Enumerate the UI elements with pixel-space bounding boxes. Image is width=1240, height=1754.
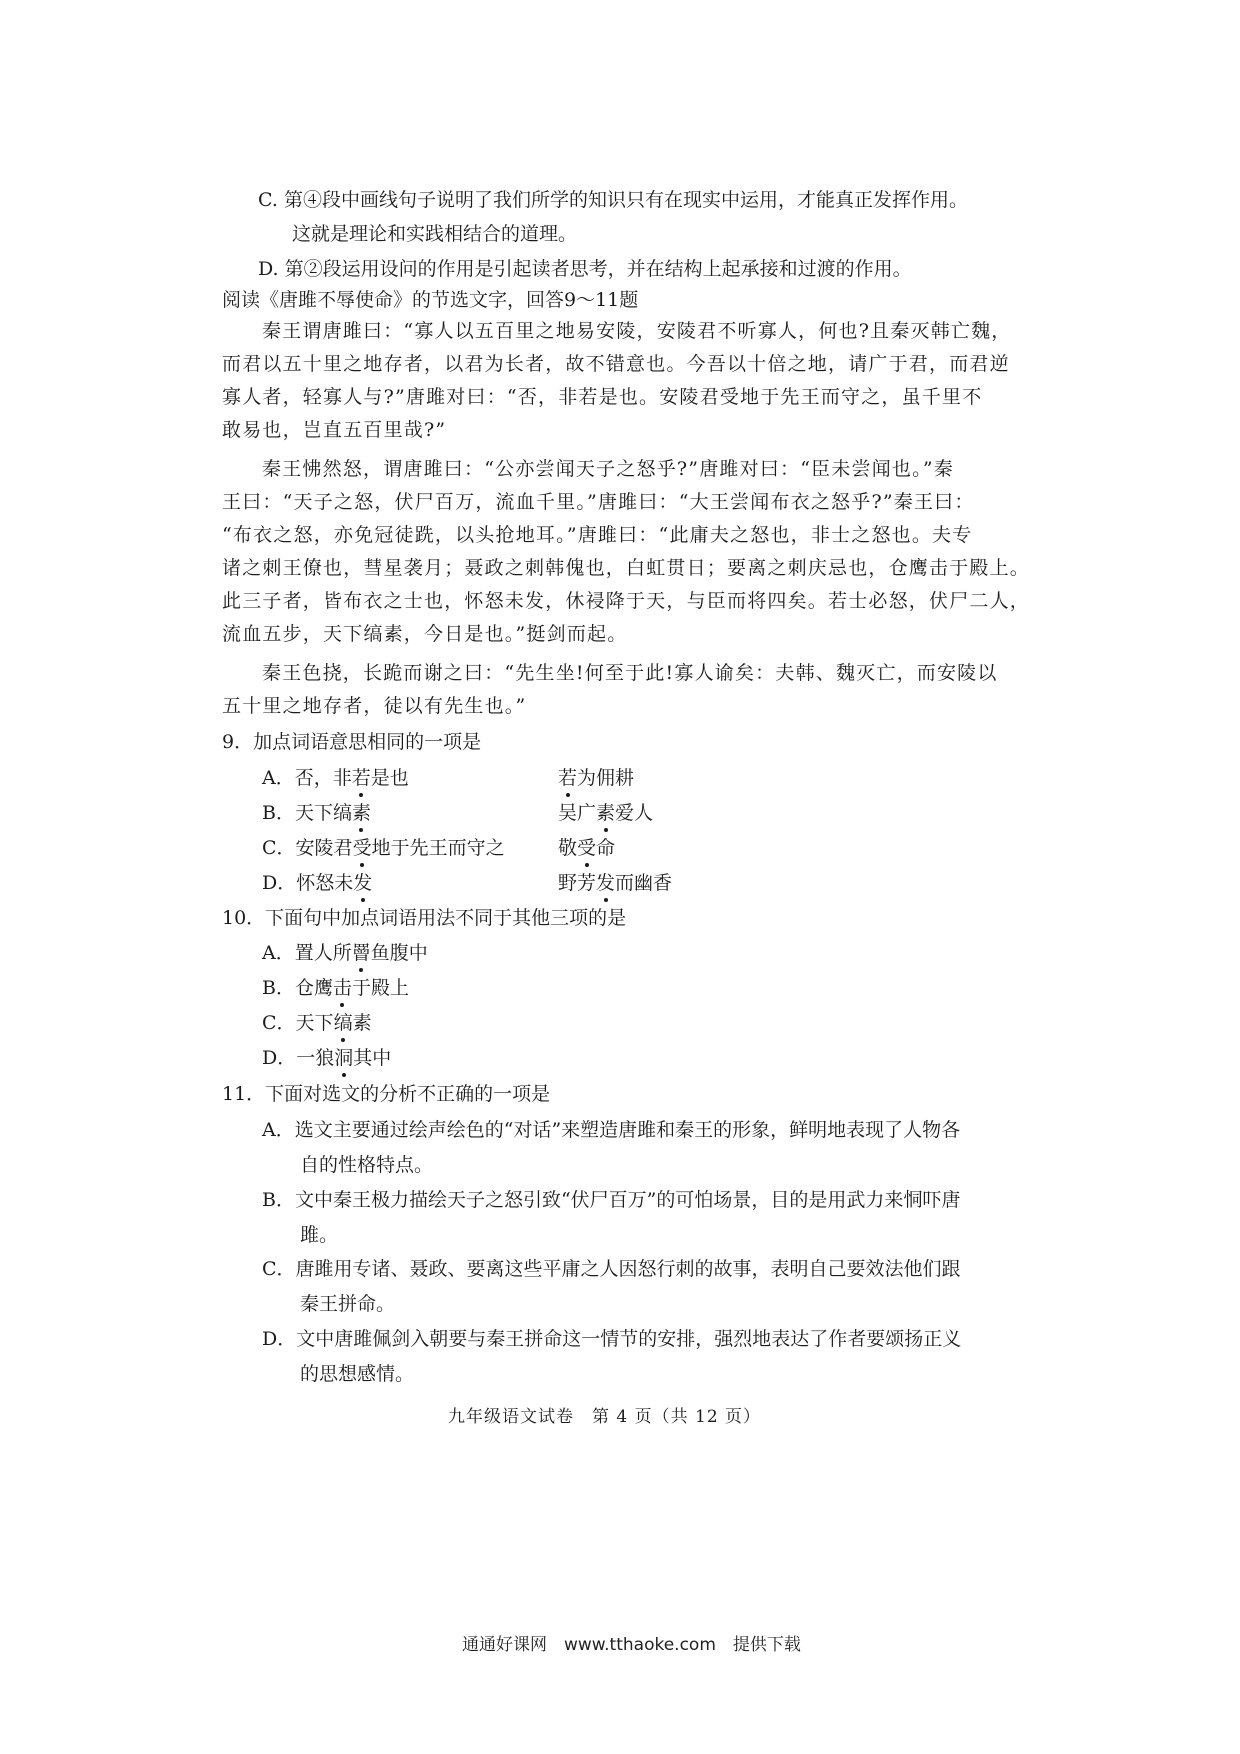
word-post: 于殿上 — [352, 977, 410, 999]
passage-p3-line2: 五十里之地存者，徒以有先生也。” — [222, 695, 527, 717]
passage-p1-line3: 寡人者，轻寡人与?”唐雎对曰：“否，非若是也。安陵君受地于先王而守之，虽千里不 — [222, 386, 983, 408]
word-post: 鱼腹中 — [370, 942, 428, 964]
word-post: 爱人 — [615, 802, 654, 824]
word-post: 为佣耕 — [577, 767, 635, 789]
passage-p2-line2: 王曰：“天子之怒，伏尸百万，流血千里。”唐雎曰：“大王尝闻布衣之怒乎?”秦王曰： — [222, 491, 975, 513]
option-text-line2: 雎。 — [300, 1224, 339, 1246]
option-text-line2: 秦王拼命。 — [300, 1293, 396, 1315]
option-label: B． — [262, 802, 295, 824]
dotted-word: 素 — [351, 802, 371, 824]
page-footer: 九年级语文试卷 第 4 页（共 12 页） — [448, 1407, 762, 1427]
word-pre: 天下 — [295, 1012, 334, 1034]
dotted-word: 受 — [577, 837, 597, 859]
q10-option-c — [262, 1010, 372, 1036]
dotted-word: 缟 — [333, 1012, 353, 1034]
q10-option-d — [262, 1045, 391, 1071]
option-label: D． — [262, 1328, 297, 1350]
dotted-word: 发 — [353, 872, 373, 894]
dotted-word: 击 — [332, 977, 352, 999]
passage-p1-line2: 而君以五十里之地存者，以君为长者，故不错意也。今吾以十倍之地，请广于君，而君逆 — [222, 353, 1010, 375]
q11-stem: 11．下面对选文的分析不正确的一项是 — [222, 1083, 551, 1105]
word-post: 素 — [352, 1012, 372, 1034]
q10-option-b — [262, 975, 409, 1001]
q8-option-c-line1: C. 第④段中画线句子说明了我们所学的知识只有在现实中运用，才能真正发挥作用。 — [258, 189, 968, 211]
q9-stem: 9．加点词语意思相同的一项是 — [222, 731, 482, 753]
option-text-line2: 的思想感情。 — [300, 1363, 415, 1385]
word-pre: 否，非 — [294, 767, 352, 789]
option-label: D． — [262, 1047, 297, 1069]
word-pre: 置人所 — [294, 942, 352, 964]
dotted-word: 洞 — [334, 1047, 354, 1069]
word-post: 其中 — [353, 1047, 392, 1069]
reading-intro: 阅读《唐雎不辱使命》的节选文字，回答9～11题 — [222, 289, 639, 311]
option-label: C． — [262, 837, 296, 859]
word-post: 地于先王而守之 — [371, 837, 505, 859]
q10-stem: 10．下面句中加点词语用法不同于其他三项的是 — [222, 907, 627, 929]
word-pre: 怀怒未 — [296, 872, 354, 894]
word-pre: 敬 — [558, 837, 578, 859]
dotted-word: 发 — [596, 872, 616, 894]
option-label: C． — [262, 1012, 296, 1034]
option-label: B． — [262, 977, 295, 999]
q10-option-a — [262, 940, 428, 966]
option-text-line1: 文中秦王极力描绘天子之怒引致“伏尸百万”的可怕场景，目的是用武力来恫吓唐 — [294, 1189, 961, 1211]
dotted-word: 若 — [351, 767, 371, 789]
word-post: 而幽香 — [615, 872, 673, 894]
dotted-word: 受 — [352, 837, 372, 859]
option-label: B． — [262, 1189, 295, 1211]
word-post: 是也 — [370, 767, 409, 789]
word-pre: 仓鹰 — [294, 977, 333, 999]
word-pre: 吴广 — [558, 802, 597, 824]
passage-p2-line6: 流血五步，天下缟素，今日是也。”挺剑而起。 — [222, 623, 628, 645]
option-text-line2: 自的性格特点。 — [300, 1154, 434, 1176]
q8-option-c-line2: 这就是理论和实践相结合的道理。 — [292, 223, 578, 245]
dotted-word: 罾 — [351, 942, 371, 964]
option-label: A． — [262, 767, 295, 789]
source-watermark-line: 通通好课网 www.tthaoke.com 提供下载 — [462, 1635, 801, 1655]
option-label: D． — [262, 872, 297, 894]
passage-p2-line4: 诸之刺王僚也，彗星袭月；聂政之刺韩傀也，白虹贯日；要离之刺庆忌也，仓鹰击于殿上。 — [222, 557, 1031, 579]
option-text-line1: 唐雎用专诸、聂政、要离这些平庸之人因怒行刺的故事，表明自己要效法他们跟 — [295, 1258, 961, 1280]
passage-p1-line1: 秦王谓唐雎曰：“寡人以五百里之地易安陵，安陵君不听寡人，何也?且秦灭韩亡魏， — [262, 320, 1012, 342]
option-label: C． — [262, 1258, 296, 1280]
option-label: A． — [262, 1119, 295, 1141]
passage-p3-line1: 秦王色挠，长跪而谢之曰：“先生坐!何至于此!寡人谕矣：夫韩、魏灭亡，而安陵以 — [262, 662, 998, 684]
option-text-line1: 文中唐雎佩剑入朝要与秦王拼命这一情节的安排，强烈地表达了作者要颂扬正义 — [296, 1328, 962, 1350]
option-text-line1: 选文主要通过绘声绘色的“对话”来塑造唐雎和秦王的形象，鲜明地表现了人物各 — [294, 1119, 961, 1141]
word-pre: 一狼 — [296, 1047, 335, 1069]
passage-p1-line4: 敢易也，岂直五百里哉?” — [222, 419, 447, 441]
dotted-word: 素 — [596, 802, 616, 824]
word-pre: 天下缟 — [294, 802, 352, 824]
passage-p2-line5: 此三子者，皆布衣之士也，怀怒未发，休祲降于天，与臣而将四矣。若士必怒，伏尸二人， — [222, 590, 1031, 612]
word-pre: 安陵君 — [295, 837, 353, 859]
word-post: 命 — [596, 837, 616, 859]
passage-p2-line3: “布衣之怒，亦免冠徒跣，以头抢地耳。”唐雎曰：“此庸夫之怒也，非士之怒也。夫专 — [222, 524, 973, 546]
passage-p2-line1: 秦王怫然怒，谓唐雎曰：“公亦尝闻天子之怒乎?”唐雎对曰：“臣未尝闻也。”秦 — [262, 458, 954, 480]
option-label: A． — [262, 942, 295, 964]
word-pre: 野芳 — [558, 872, 597, 894]
q8-option-d: D. 第②段运用设问的作用是引起读者思考，并在结构上起承接和过渡的作用。 — [258, 258, 912, 280]
dotted-word: 若 — [558, 767, 578, 789]
